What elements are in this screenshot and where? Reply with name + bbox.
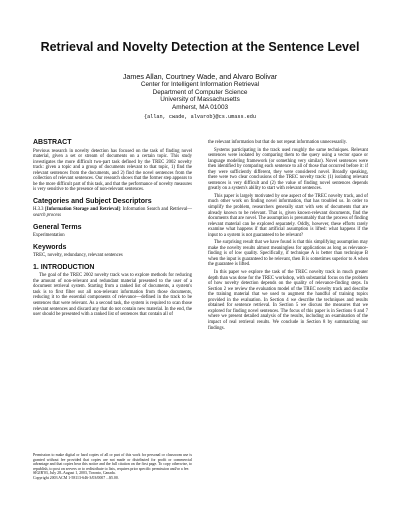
general-terms-heading: General Terms xyxy=(33,223,82,231)
copyright-footnote xyxy=(33,453,192,480)
author-block xyxy=(0,72,400,122)
category-subject: : Information Search and Retrieval— xyxy=(119,207,193,213)
copyright-line: Copyright 2003 ACM 1-58113-646-3/03/0007 ...$5.00. xyxy=(33,475,119,480)
keywords-heading: Keywords xyxy=(33,243,67,251)
body-paragraph: The surprising result that we have found is that this simplifying assumption may make the novelty results almost meaningless for applications as long as relevance-finding is of low quality. Specifically, if technique A is better than technique B when the input is guaranteed to be relevant, then B is sometimes superior to A when the guarantee is lifted. xyxy=(208,240,368,268)
category-code: H.3.3 xyxy=(33,207,44,213)
author-names: James Allan, Courtney Wade, and Alvaro Bolivar xyxy=(122,72,278,81)
introduction-paragraph: The goal of the TREC 2002 novelty track was to explore methods for reducing the amount of non-relevant and redundant material presented to the user of a document retrieval system. Starting from a ranked list of documents, a system's task is to first filter out all non-relevant information from those documents, reducing it to the essential components of relevance—defined in the track to be sentences that were relevant. As a second task, the system is required to scan those relevant sentences and discard any that do not contain new material. In the end, the user should be presented with a ranked list of sentences that contain all of xyxy=(33,273,192,318)
affiliation-line: Department of Computer Science xyxy=(152,88,248,96)
affiliation-line: University of Massachusetts xyxy=(160,96,240,104)
paper-title: Retrieval and Novelty Detection at the Sentence Level xyxy=(40,40,360,54)
body-paragraph: Systems participating in the track used roughly the same techniques. Relevant sentences were isolated by comparing them to the query using a vector space or language modeling framework (or something very similar). Novel sentences were then identified by comparing each sentence to all of those that occurred before it: if they were sufficiently different, they were considered novel. Broadly speaking, there were two clear conclusions of the TREC novelty track: (1) isolating relevant sentences is very difficult and (2) the value of finding novel sentences depends greatly on a system's ability to start with relevant sentences. xyxy=(208,147,368,192)
affiliation-line: Amherst, MA 01003 xyxy=(171,103,229,111)
body-paragraph: the relevant information but that do not repeat information unnecessarily. xyxy=(208,140,347,145)
general-terms-text: Experimentation xyxy=(33,233,65,239)
categories-text xyxy=(33,207,192,218)
abstract-heading: ABSTRACT xyxy=(33,139,72,146)
abstract-text: Previous research in novelty detection has focused on the task of finding novel material, given a set or stream of documents on a certain topic. This study investigates the more difficult two-part task defined by the TREC 2002 novelty track: given a topic and a group of documents relevant to that topic, 1) find the relevant sentences from the documents, and 2) find the novel sentences from the collection of relevant sentences. Our research shows that the former step appears to be the more difficult part of this task, and that the performance of novelty measures is very sensitive to the presence of non-relevant sentences. xyxy=(33,148,192,193)
conference-line: SIGIR'03, July 28–August 1, 2003, Toronto, Canada. xyxy=(33,471,116,475)
affiliation-line: Center for Intelligent Information Retrieval xyxy=(140,81,260,88)
author-email: {allan, cwade, alvarob}@cs.umass.edu xyxy=(143,114,257,121)
introduction-heading: 1. INTRODUCTION xyxy=(33,263,95,271)
body-paragraph: In this paper we explore the task of the TREC novelty track in much greater depth than was done for the TREC workshop, with substantial focus on the problem of how novelty detection depends on the quality of relevance-finding steps. In Section 2 we review the evaluation model of the TREC novelty track and describe the training material that we used to augment the handful of training topics provided in the evaluation. In Section 4 we describe the techniques and results obtained for sentence retrieval. In Section 5 we discuss the measures that we explored for finding novel sentences. The focus of this paper is in Sections 6 and 7 where we present detailed analysis of the results, including an examination of the impact of real retrieval results. We conclude in Section 8 by summarizing our findings. xyxy=(208,270,368,331)
right-column xyxy=(208,140,368,333)
keywords-text: TREC, novelty, redundancy, relevant sentences xyxy=(33,253,123,259)
permission-notice: Permission to make digital or hard copies of all or part of this work for personal or classroom use is granted without fee provided that copies are not made or distributed for profit or commercial advantage and that copies bear this notice and the full citation on the first page. To copy otherwise, to republish, to post on servers or to redistribute to lists, requires prior specific permission and/or a fee. xyxy=(33,453,192,471)
body-paragraph: This paper is largely motivated by one aspect of the TREC novelty track, and of much other work on finding novel information, that has troubled us. In order to simplify the problem, researchers generally start with sets of documents that are already known to be relevant. That is, given known-relevant documents, find the documents that are novel. The assumption is presumably that the process of finding relevant material can be explored separately. Oddly, however, these efforts rarely examine what happens if that artificial assumption is lifted: what happens if the input to a system is not guaranteed to be relevant? xyxy=(208,193,368,238)
category-term: search process xyxy=(33,213,62,219)
categories-heading: Categories and Subject Descriptors xyxy=(33,197,152,205)
left-column xyxy=(33,140,192,320)
category-name: [Information Storage and Retrieval] xyxy=(45,207,120,213)
